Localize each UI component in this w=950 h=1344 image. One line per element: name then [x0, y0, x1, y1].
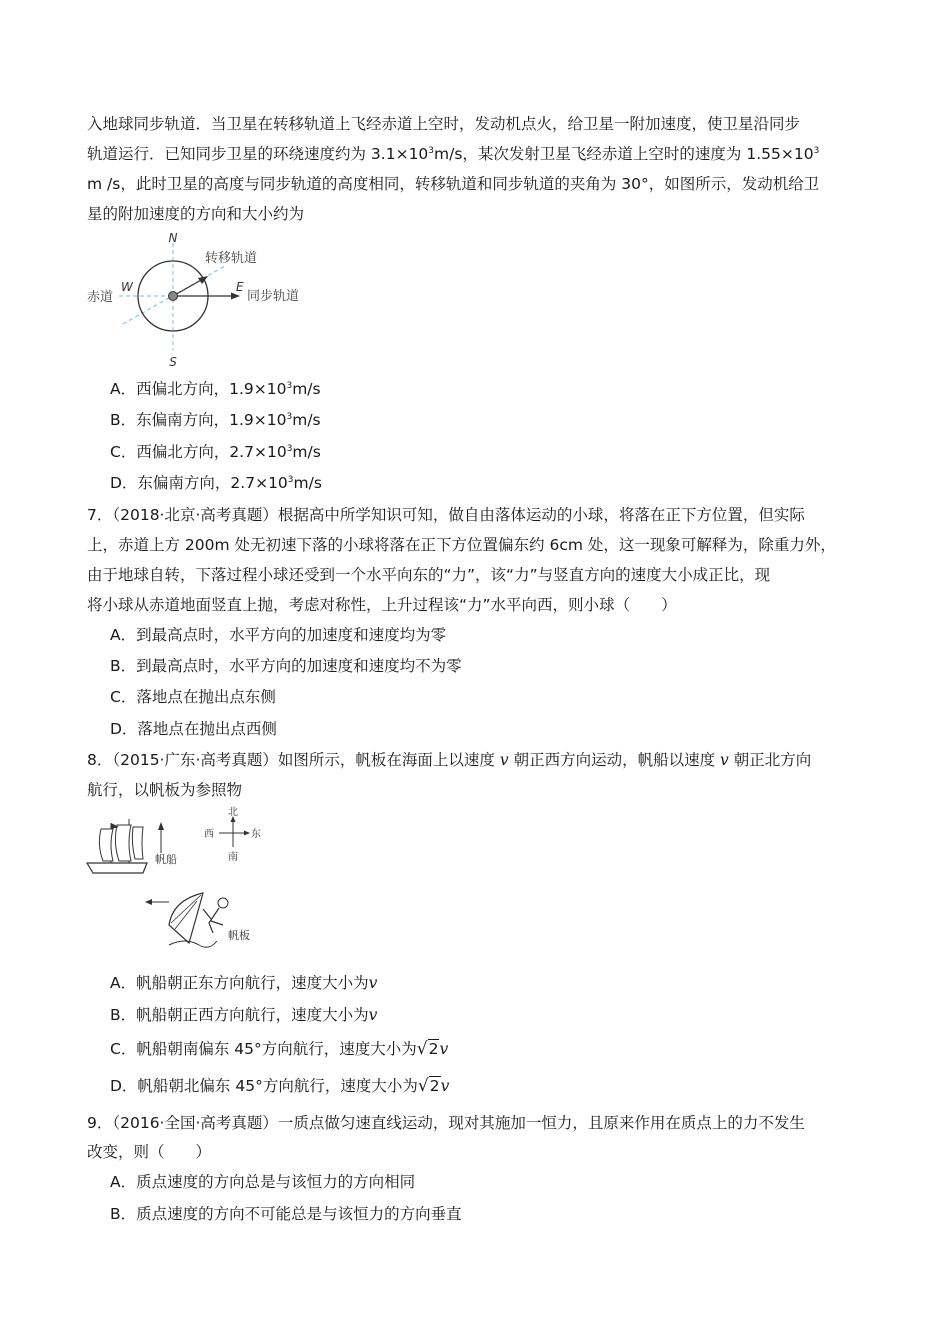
q6-text-line-4: 星的附加速度的方向和大小约为: [87, 205, 305, 223]
q7-text-line-1: 7．（2018·北京·高考真题）根据高中所学知识可知，做自由落体运动的小球，将落在正下方位置，但实际: [87, 506, 805, 524]
compass-east: 东: [251, 829, 261, 840]
q6-text-line-2: 轨道运行．已知同步卫星的环绕速度约为 $3.1\times 10^3m/s$，某次发射卫星飞经赤道上空时的速度为 $1.55\times 10^3$: [87, 145, 820, 163]
q8-option-d[interactable]: D．帆船朝北偏东 45°方向航行，速度大小为√2v: [110, 1076, 450, 1096]
q7-option-c[interactable]: C．落地点在抛出点东侧: [110, 688, 276, 706]
q7-option-d[interactable]: D．落地点在抛出点西侧: [110, 720, 277, 738]
ship-label: 帆船: [155, 853, 177, 866]
q9-text-line-2: 改变，则（ ）: [87, 1143, 212, 1161]
q7-text-line-3: 由于地球自转，下落过程小球还受到一个水平向东的“力”，该“力”与竖直方向的速度大小成正比，现: [87, 566, 771, 584]
q8-text-line-2: 航行，以帆板为参照物: [87, 781, 243, 799]
board-label: 帆板: [228, 929, 250, 942]
q6-text-line-3: m /s，此时卫星的高度与同步轨道的高度相同，转移轨道和同步轨道的夹角为 30°，如图所示，发动机给卫: [87, 175, 820, 193]
q9-text-line-1: 9．（2016·全国·高考真题）一质点做匀速直线运动，现对其施加一恒力，且原来作用在质点上的力不发生: [87, 1114, 805, 1132]
q8-text-line-1: 8．（2015·广东·高考真题）如图所示，帆板在海面上以速度 v 朝正西方向运动，帆船以速度 v 朝正北方向: [87, 751, 812, 769]
transfer-orbit-label: 转移轨道: [205, 251, 258, 266]
q7-text-line-2: 上，赤道上方 200m 处无初速下落的小球将落在正下方位置偏东约 6cm 处，这一现象可解释为，除重力外，: [87, 536, 836, 554]
q6-option-d[interactable]: D．东偏南方向，$2.7\times 10^3m/s$: [110, 474, 322, 492]
q8-option-c[interactable]: C．帆船朝南偏东 45°方向航行，速度大小为√2v: [110, 1039, 449, 1059]
west-label: W: [121, 280, 133, 294]
sqrt-symbol: √2: [417, 1076, 440, 1096]
sailboat-diagram: [85, 805, 275, 955]
q6-option-b[interactable]: B．东偏南方向，$1.9\times 10^3m/s$: [110, 411, 321, 429]
equator-label: 赤道: [87, 290, 114, 305]
q9-option-b[interactable]: B．质点速度的方向不可能总是与该恒力的方向垂直: [110, 1205, 462, 1223]
sync-orbit-label: 同步轨道: [247, 289, 300, 304]
sqrt-symbol: √2: [416, 1039, 439, 1059]
north-label: N: [168, 231, 178, 245]
q7-text-line-4: 将小球从赤道地面竖直上抛，考虑对称性，上升过程该“力”水平向西，则小球（ ）: [87, 596, 677, 614]
south-label: S: [169, 355, 177, 369]
q7-option-b[interactable]: B．到最高点时，水平方向的加速度和速度均不为零: [110, 657, 462, 675]
orbit-diagram: [85, 228, 325, 373]
q8-option-a[interactable]: A．帆船朝正东方向航行，速度大小为v: [110, 974, 378, 992]
q6-option-a[interactable]: A．西偏北方向，$1.9\times 10^3m/s$: [110, 380, 321, 398]
q8-option-b[interactable]: B．帆船朝正西方向航行，速度大小为v: [110, 1006, 378, 1024]
compass-west: 西: [204, 829, 214, 840]
q9-option-a[interactable]: A．质点速度的方向总是与该恒力的方向相同: [110, 1173, 416, 1191]
q6-text-line-1: 入地球同步轨道．当卫星在转移轨道上飞经赤道上空时，发动机点火，给卫星一附加速度，使卫星沿同步: [87, 115, 801, 133]
q6-option-c[interactable]: C．西偏北方向，$2.7\times 10^3m/s$: [110, 443, 321, 461]
compass-south: 南: [228, 852, 238, 863]
east-label: E: [236, 280, 244, 294]
compass-north: 北: [228, 807, 238, 818]
q7-option-a[interactable]: A．到最高点时，水平方向的加速度和速度均为零: [110, 626, 447, 644]
